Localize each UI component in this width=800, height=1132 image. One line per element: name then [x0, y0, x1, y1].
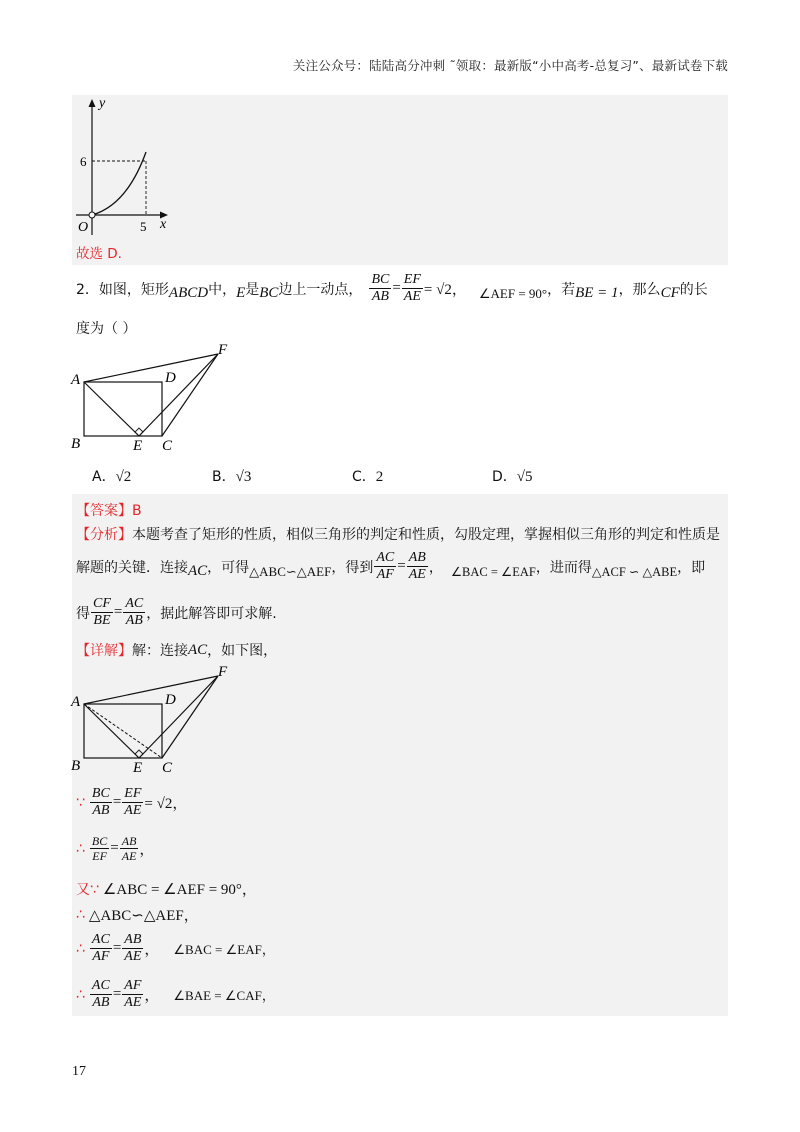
- question-text: ，那么: [618, 281, 661, 298]
- x-axis-label: x: [160, 217, 167, 232]
- previous-answer: 故选 D.: [76, 246, 122, 262]
- analysis-line-1: 【分析】本题考查了矩形的性质，相似三角形的判定和性质，勾股定理，掌握相似三角形的判定和性质是: [76, 527, 720, 543]
- detail-line: 【详解】 解：连接 AC ，如下图，: [76, 641, 278, 659]
- label-c: C: [162, 438, 173, 454]
- step-1: ∵ $\frac{BC}{AB}$ = $\frac{EF}{AE}$ = √2，: [76, 786, 188, 818]
- label-a: A: [71, 372, 81, 388]
- label-b: B: [71, 758, 81, 774]
- fraction: $\frac{BC}{AB}$: [371, 272, 390, 304]
- step-6: ∴ $\frac{AC}{AB}$ = $\frac{AF}{AE}$ ， ∠BAE = ∠CAF，: [76, 978, 275, 1010]
- question-text: 中，: [208, 281, 237, 298]
- y-axis-label: y: [99, 96, 106, 111]
- step-2: ∴ $\frac{BC}{EF}$ = $\frac{AB}{AE}$ ，: [76, 834, 155, 863]
- step-3: 又∵ ∠ABC = ∠AEF = 90°，: [76, 881, 257, 898]
- question-number: 2．: [76, 281, 99, 298]
- question-text: 如图，矩形: [98, 281, 169, 298]
- fraction: $\frac{EF}{AE}$: [403, 272, 421, 304]
- page-header: 关注公众号：陆陆高分冲刺 ˜领取：最新版“小中高考-总复习”、最新试卷下载: [292, 58, 728, 73]
- label-e: E: [133, 438, 143, 454]
- option-c[interactable]: C．2: [352, 469, 384, 485]
- origin-label: O: [78, 220, 89, 235]
- label-f: F: [218, 664, 228, 680]
- label-b: B: [71, 436, 81, 452]
- math-bc: BC: [259, 285, 279, 301]
- question-text: 是: [245, 281, 260, 298]
- question-text: 边上一动点，: [278, 281, 363, 298]
- angle-aef: ∠AEF = 90°: [478, 285, 548, 301]
- option-d[interactable]: D．√5: [492, 469, 533, 485]
- label-f: F: [218, 342, 228, 358]
- math-abcd: ABCD: [168, 285, 209, 301]
- analysis-line-2: 解题的关键．连接 AC ，可得 △ABC∽△AEF ，得到 $\frac{AC}{AF}$ = $\frac{AB}{AE}$ ， ∠BAC = ∠EAF ，进而得 △ACF ∽ △ABE ，即: [76, 550, 706, 582]
- option-b[interactable]: B．√3: [212, 469, 252, 485]
- question-line-1: [76, 272, 708, 305]
- question-text: ，若: [547, 281, 576, 298]
- label-c: C: [162, 760, 173, 776]
- math-e: E: [236, 285, 246, 301]
- y-tick-label: 6: [80, 154, 87, 169]
- label-a: A: [71, 694, 81, 710]
- function-graph: [72, 95, 182, 240]
- label-d: D: [165, 692, 176, 708]
- x-tick-label: 5: [140, 219, 147, 234]
- question-line-2: 度为（ ）: [76, 321, 137, 337]
- page-number: 17: [72, 1064, 86, 1079]
- question-text: 的长: [679, 281, 708, 298]
- step-5: ∴ $\frac{AC}{AF}$ = $\frac{AB}{AE}$ ， ∠BAC = ∠EAF，: [76, 932, 275, 964]
- rectangle-figure-with-ac: [70, 662, 240, 782]
- answer-tag: 【答案】B: [76, 503, 142, 519]
- rectangle-figure: [70, 340, 240, 460]
- math-be: BE = 1: [575, 285, 619, 301]
- analysis-line-3: 得 $\frac{CF}{BE}$ = $\frac{AC}{AB}$ ，据此解答即可求解.: [76, 596, 277, 628]
- label-e: E: [133, 760, 143, 776]
- label-d: D: [165, 370, 176, 386]
- sqrt-two: = √2，: [423, 282, 467, 298]
- equals: =: [392, 280, 401, 296]
- step-4: ∴ △ABC∽△AEF，: [76, 906, 199, 924]
- math-cf: CF: [660, 285, 680, 301]
- option-a[interactable]: A．√2: [92, 469, 132, 485]
